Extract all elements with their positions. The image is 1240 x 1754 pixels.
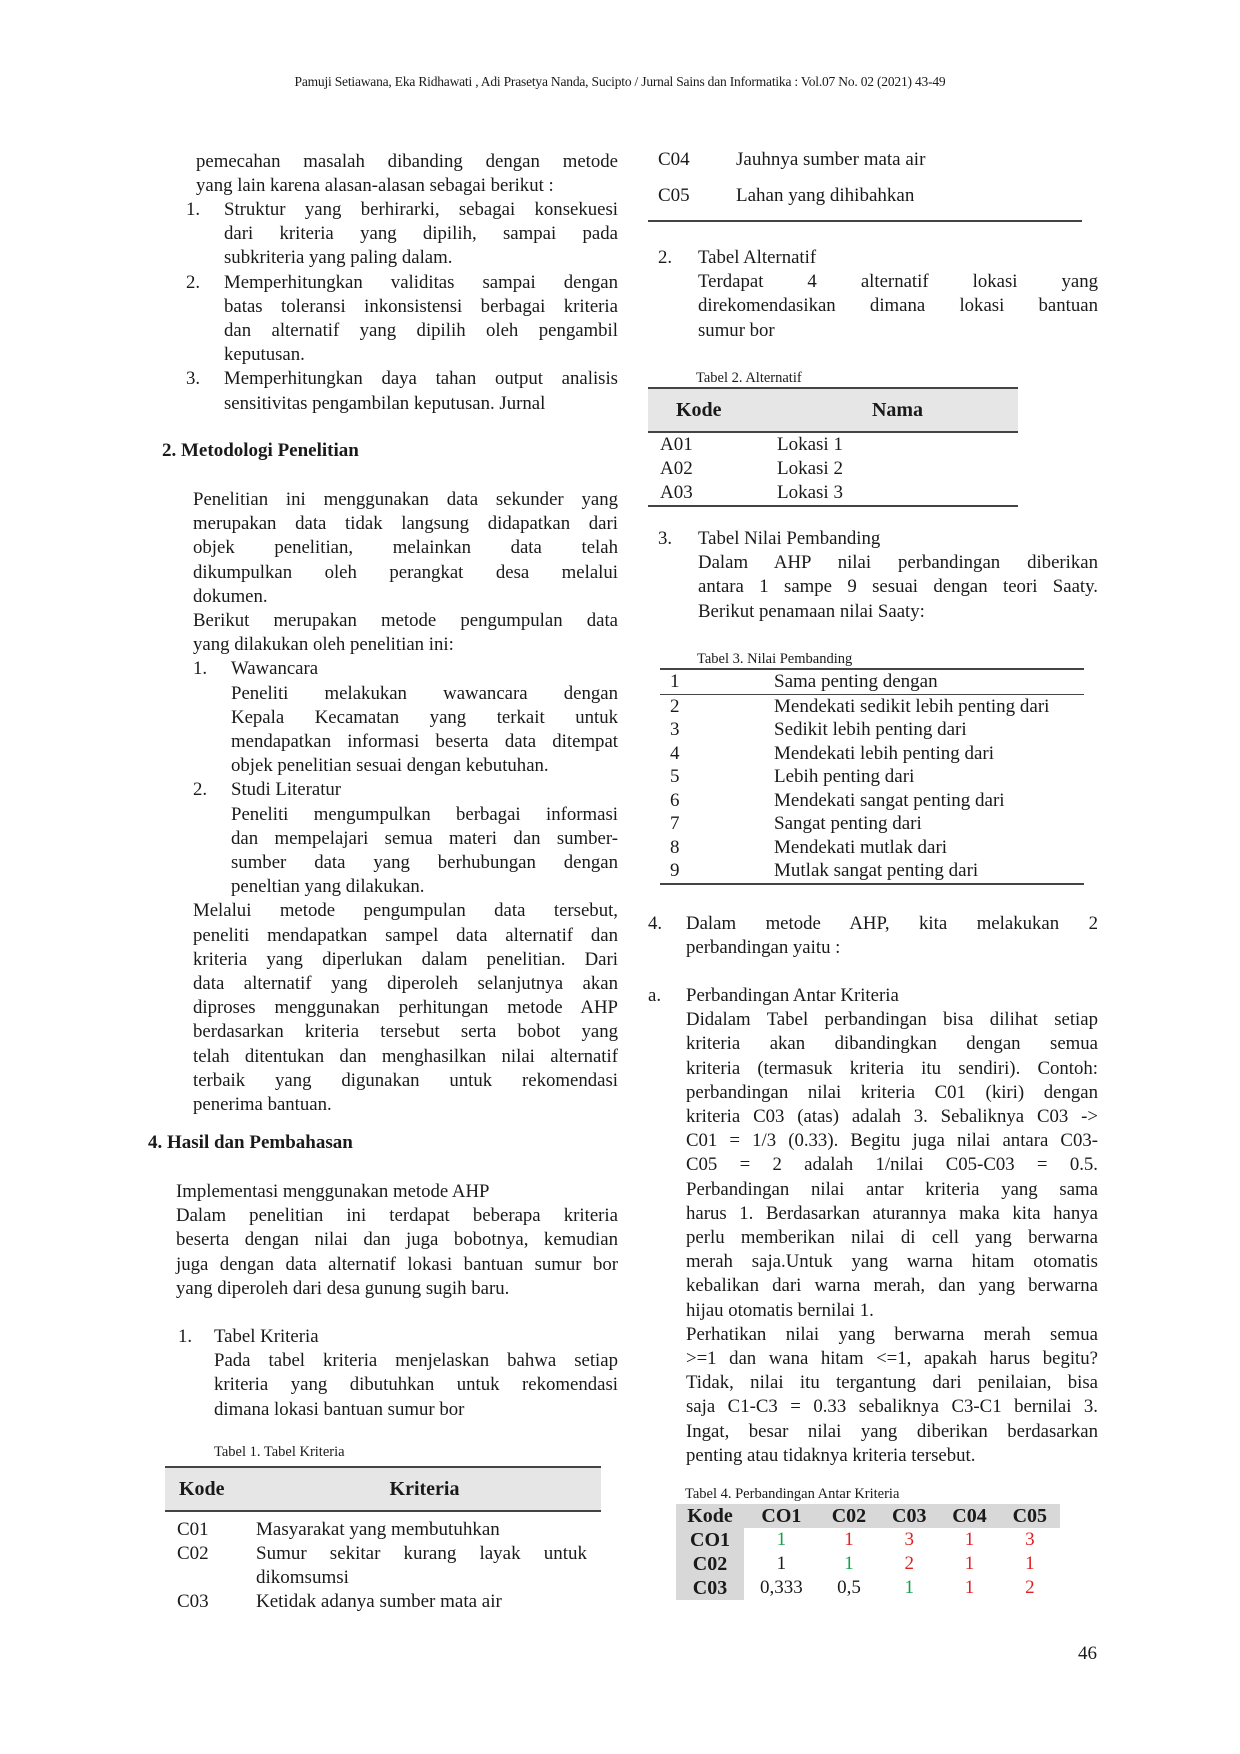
text-line: pemecahan masalah dibanding dengan metode bbox=[196, 151, 618, 172]
text-line: keputusan. bbox=[224, 344, 305, 366]
text-line: C01 = 1/3 (0.33). Begitu juga nilai antara C03- bbox=[686, 1130, 1098, 1152]
text-line: Peneliti melakukan wawancara dengan bbox=[231, 682, 618, 704]
method-item bbox=[193, 778, 618, 899]
table-cell: 1 bbox=[964, 1529, 975, 1550]
table-row bbox=[648, 481, 1018, 506]
table-2-alternatif bbox=[648, 387, 1018, 507]
table-row bbox=[165, 1590, 601, 1614]
table-row bbox=[660, 765, 1084, 789]
cell-keterangan: Sama penting dengan bbox=[774, 671, 938, 692]
text-line: hijau otomatis bernilai 1. bbox=[686, 1299, 874, 1321]
table-1-caption: Tabel 1. Tabel Kriteria bbox=[214, 1444, 345, 1460]
table-4-perbandingan bbox=[676, 1504, 1060, 1600]
text-line: yang dilakukan oleh penelitian ini: bbox=[193, 634, 454, 656]
text-line: objek penelitian, melainkan data telah bbox=[193, 537, 618, 559]
table-cell: 1 bbox=[844, 1553, 854, 1574]
list-number: 2. bbox=[658, 247, 673, 268]
cell-nilai: 8 bbox=[670, 836, 680, 858]
text-line: Sumur sekitar kurang layak untuk bbox=[256, 1543, 587, 1564]
list-item bbox=[186, 271, 618, 368]
text-line: Dalam AHP nilai perbandingan diberikan bbox=[698, 552, 1098, 574]
table-cell: 1 bbox=[964, 1553, 975, 1574]
item-title: Tabel Kriteria bbox=[214, 1326, 319, 1347]
table-3-nilai-pembanding bbox=[660, 668, 1084, 885]
cell-kode: C05 bbox=[658, 185, 690, 206]
list-number: 1. bbox=[178, 1326, 193, 1347]
cell-nilai: 1 bbox=[670, 671, 680, 692]
text-line: kriteria (termasuk kriteria itu sendiri). Contoh: bbox=[686, 1057, 1098, 1079]
text-line: merah saja.Untuk yang warna hitam otomatis bbox=[686, 1251, 1098, 1273]
text-line: perbandingan yaitu : bbox=[686, 937, 841, 959]
text-line: Berikut merupakan metode pengumpulan data bbox=[193, 610, 618, 632]
text-line: dari kriteria yang dipilih, sampai pada bbox=[224, 223, 618, 245]
list-number: 3. bbox=[186, 368, 201, 390]
text-line: Memperhitungkan daya tahan output analisis bbox=[224, 368, 618, 390]
section-2-heading: 2. Metodologi Penelitian bbox=[162, 440, 359, 461]
text-line: kriteria akan dibandingkan dengan semua bbox=[686, 1033, 1098, 1055]
table-row bbox=[660, 789, 1084, 813]
item-2 bbox=[658, 246, 1098, 343]
text-line: data alternatif yang diperoleh selanjutnya akan bbox=[193, 973, 618, 995]
intro-text bbox=[196, 150, 618, 198]
text-line: Melalui metode pengumpulan data tersebut, bbox=[193, 900, 618, 922]
list-item bbox=[186, 198, 618, 271]
text-line: peneliti mendapatkan sampel data alternatif dan bbox=[193, 924, 618, 946]
list-number: 4. bbox=[648, 913, 663, 934]
table-row bbox=[660, 694, 1084, 718]
table-cell: 3 bbox=[904, 1529, 914, 1550]
table-row bbox=[660, 859, 1084, 884]
list-number: 3. bbox=[658, 528, 673, 549]
text-line: Perbandingan nilai antar kriteria yang sama bbox=[686, 1178, 1098, 1200]
list-number: 2. bbox=[193, 779, 208, 801]
table-row bbox=[648, 184, 1082, 221]
cell-keterangan: Mutlak sangat penting dari bbox=[774, 860, 979, 881]
table-row bbox=[165, 1518, 601, 1542]
text-line: antara 1 sampe 9 sesuai dengan teori Saaty. bbox=[698, 576, 1098, 598]
text-line: yang lain karena alasan-alasan sebagai berikut : bbox=[196, 175, 554, 197]
text-line: Implementasi menggunakan metode AHP bbox=[176, 1181, 490, 1202]
text-line: dimana lokasi bantuan sumur bor bbox=[214, 1398, 465, 1420]
table-row bbox=[660, 836, 1084, 860]
text-line: kriteria yang diperlukan dalam penelitian. Dari bbox=[193, 948, 618, 970]
reasons-list bbox=[186, 198, 618, 416]
text-line: C05 = 2 adalah 1/nilai C05-C03 = 0.5. bbox=[686, 1154, 1098, 1176]
table-cell: 3 bbox=[1025, 1529, 1035, 1550]
table-2-caption: Tabel 2. Alternatif bbox=[696, 370, 802, 386]
table-cell: 1 bbox=[844, 1529, 854, 1550]
table-cell: 2 bbox=[904, 1553, 914, 1574]
text-line: direkomendasikan dimana lokasi bantuan bbox=[698, 295, 1098, 317]
text-line: >=1 dan wana hitam <=1, apakah harus begitu? bbox=[686, 1348, 1098, 1370]
table-cell: 1 bbox=[776, 1529, 787, 1550]
table-row bbox=[676, 1552, 1060, 1576]
text-line: Didalam Tabel perbandingan bisa dilihat setiap bbox=[686, 1009, 1098, 1031]
table-cell: 1 bbox=[1025, 1553, 1035, 1574]
table-header-nama: Nama bbox=[777, 388, 1018, 432]
table-row bbox=[648, 432, 1018, 457]
method-title: Studi Literatur bbox=[231, 779, 342, 801]
text-line: yang diperoleh dari desa gunung sugih baru. bbox=[176, 1277, 510, 1299]
table-1-continued bbox=[648, 148, 1082, 222]
text-line: Tidak, nilai itu tergantung dari penilaian, bisa bbox=[686, 1372, 1098, 1394]
text-line: beserta dengan nilai dan juga bobotnya, kemudian bbox=[176, 1229, 618, 1251]
text-line: Peneliti mengumpulkan berbagai informasi bbox=[231, 803, 618, 825]
text-line: penting atau tidaknya kriteria tersebut. bbox=[686, 1444, 976, 1466]
table-cell: 1 bbox=[904, 1577, 914, 1598]
text-line: kebalikan dari warna merah, dan yang berwarna bbox=[686, 1275, 1098, 1297]
text-line: terbaik yang digunakan untuk rekomendasi bbox=[193, 1069, 618, 1091]
text-line: Penelitian ini menggunakan data sekunder yang bbox=[193, 489, 618, 510]
running-header: Pamuji Setiawana, Eka Ridhawati , Adi Prasetya Nanda, Sucipto / Jurnal Sains dan Informatika : Vol.07 No. 02 (2021) 43-49 bbox=[294, 74, 946, 89]
table-cell: 1 bbox=[964, 1577, 975, 1598]
table-cell: 0,333 bbox=[760, 1577, 803, 1598]
text-line: perbandingan nilai kriteria C01 (kiri) dengan bbox=[686, 1081, 1098, 1103]
table-row bbox=[648, 457, 1018, 481]
table-cell: 0,5 bbox=[837, 1577, 861, 1598]
table-row bbox=[660, 742, 1084, 766]
cell-nilai: 9 bbox=[670, 860, 680, 881]
table-header-kode: Kode bbox=[676, 1504, 744, 1528]
cell-keterangan: Mendekati mutlak dari bbox=[774, 836, 948, 858]
text-line: merupakan data tidak langsung didapatkan dari bbox=[193, 513, 618, 535]
cell-kriteria: Jauhnya sumber mata air bbox=[736, 149, 926, 170]
table-header: C02 bbox=[819, 1504, 879, 1528]
cell-kriteria: Lahan yang dihibahkan bbox=[736, 185, 915, 206]
text-line: Dalam penelitian ini terdapat beberapa kriteria bbox=[176, 1205, 618, 1227]
text-line: dokumen. bbox=[193, 585, 268, 607]
text-line: peneltian yang dilakukan. bbox=[231, 876, 425, 898]
item-title: Perbandingan Antar Kriteria bbox=[686, 985, 899, 1006]
item-title: Tabel Alternatif bbox=[698, 247, 817, 268]
cell-nilai: 2 bbox=[670, 695, 680, 717]
text-line: Struktur yang berhirarki, sebagai konsekuesi bbox=[224, 199, 618, 220]
text-line: kriteria C03 (atas) adalah 3. Sebaliknya C03 -> bbox=[686, 1106, 1098, 1128]
list-letter: a. bbox=[648, 985, 662, 1006]
text-line: saja C1-C3 = 0.33 sebaliknya C3-C1 bernilai 3. bbox=[686, 1396, 1098, 1418]
cell-kode: A02 bbox=[660, 458, 693, 479]
cell-kode: A03 bbox=[660, 482, 693, 503]
text-line: objek penelitian sesuai dengan kebutuhan. bbox=[231, 755, 549, 777]
text-line: sumur bor bbox=[698, 319, 775, 341]
text-line: Ingat, besar nilai yang diberikan berdasarkan bbox=[686, 1420, 1098, 1442]
text-line: dan alternatif yang dipilih oleh pengambil bbox=[224, 320, 618, 342]
cell-keterangan: Sedikit lebih penting dari bbox=[774, 719, 967, 740]
cell-nama: Lokasi 1 bbox=[777, 434, 843, 455]
list-number: 1. bbox=[193, 658, 208, 680]
text-line: Berikut penamaan nilai Saaty: bbox=[698, 600, 925, 622]
text-line: kriteria yang dibutuhkan untuk rekomendasi bbox=[214, 1374, 618, 1396]
page-number: 46 bbox=[1078, 1643, 1097, 1664]
cell-kriteria: Masyarakat yang membutuhkan bbox=[256, 1519, 500, 1540]
text-line: telah ditentukan dan menghasilkan nilai alternatif bbox=[193, 1045, 618, 1067]
text-line: Terdapat 4 alternatif lokasi yang bbox=[698, 271, 1098, 293]
table-row bbox=[676, 1528, 1060, 1552]
cell-nilai: 5 bbox=[670, 766, 680, 787]
row-label: C03 bbox=[676, 1576, 744, 1600]
table-header-row bbox=[676, 1504, 1060, 1528]
table-header: CO1 bbox=[744, 1504, 819, 1528]
section-4-body bbox=[176, 1180, 618, 1301]
text-line: subkriteria yang paling dalam. bbox=[224, 247, 453, 269]
cell-kriteria bbox=[248, 1542, 601, 1590]
list-item bbox=[186, 367, 618, 415]
row-label: CO1 bbox=[676, 1528, 744, 1552]
text-line: perlu memberikan nilai di cell yang berwarna bbox=[686, 1227, 1098, 1249]
item-1 bbox=[178, 1325, 618, 1422]
text-line: Pada tabel kriteria menjelaskan bahwa setiap bbox=[214, 1350, 618, 1372]
cell-nilai: 7 bbox=[670, 813, 680, 834]
text-line: dikomsumsi bbox=[256, 1567, 349, 1588]
text-line: mendapatkan informasi beserta data ditempat bbox=[231, 731, 618, 753]
cell-nama: Lokasi 2 bbox=[777, 458, 843, 479]
cell-nilai: 6 bbox=[670, 789, 680, 811]
cell-kode: C04 bbox=[658, 149, 690, 170]
table-header-kode: Kode bbox=[648, 388, 777, 432]
text-line: Memperhitungkan validitas sampai dengan bbox=[224, 271, 618, 293]
cell-keterangan: Mendekati sangat penting dari bbox=[774, 789, 1005, 811]
table-row bbox=[660, 669, 1084, 694]
text-line: harus 1. Berdasarkan aturannya maka kita hanya bbox=[686, 1202, 1098, 1224]
table-row bbox=[660, 812, 1084, 836]
cell-nilai: 3 bbox=[670, 719, 680, 740]
cell-kode: A01 bbox=[660, 434, 693, 455]
table-header-kode: Kode bbox=[165, 1467, 248, 1511]
cell-kode: C02 bbox=[177, 1543, 209, 1564]
item-a bbox=[648, 984, 1098, 1468]
text-line: penerima bantuan. bbox=[193, 1094, 332, 1116]
row-label: C02 bbox=[676, 1552, 744, 1576]
item-4 bbox=[648, 912, 1098, 960]
table-row bbox=[660, 718, 1084, 742]
text-line: Dalam metode AHP, kita melakukan 2 bbox=[686, 913, 1098, 934]
cell-kode: C03 bbox=[177, 1591, 209, 1612]
text-line: juga dengan data alternatif lokasi bantuan sumur bor bbox=[176, 1253, 618, 1275]
item-title: Tabel Nilai Pembanding bbox=[698, 528, 881, 549]
list-number: 1. bbox=[186, 199, 201, 220]
cell-nilai: 4 bbox=[670, 742, 680, 764]
cell-kode: C01 bbox=[177, 1519, 209, 1540]
cell-keterangan: Mendekati sedikit lebih penting dari bbox=[774, 695, 1050, 717]
cell-keterangan: Mendekati lebih penting dari bbox=[774, 742, 995, 764]
table-header: C03 bbox=[879, 1504, 939, 1528]
text-line: sensitivitas pengambilan keputusan. Jurnal bbox=[224, 392, 546, 414]
cell-keterangan: Lebih penting dari bbox=[774, 766, 915, 787]
text-line: Kepala Kecamatan yang terkait untuk bbox=[231, 706, 618, 728]
method-title: Wawancara bbox=[231, 658, 319, 680]
item-3 bbox=[658, 527, 1098, 624]
table-header-kriteria: Kriteria bbox=[248, 1467, 601, 1511]
text-line: diproses menggunakan perhitungan metode AHP bbox=[193, 997, 618, 1019]
method-item bbox=[193, 657, 618, 778]
table-header: C04 bbox=[939, 1504, 999, 1528]
table-header: C05 bbox=[1000, 1504, 1060, 1528]
table-row bbox=[648, 148, 1082, 184]
table-3-caption: Tabel 3. Nilai Pembanding bbox=[697, 651, 853, 667]
text-line: sumber data yang berhubungan dengan bbox=[231, 852, 618, 874]
cell-keterangan: Sangat penting dari bbox=[774, 813, 922, 834]
table-1-kriteria bbox=[165, 1466, 601, 1614]
table-4-caption: Tabel 4. Perbandingan Antar Kriteria bbox=[685, 1486, 900, 1502]
text-line: dan mempelajari semua materi dan sumber- bbox=[231, 827, 618, 849]
list-number: 2. bbox=[186, 271, 201, 293]
section-2-body bbox=[193, 488, 618, 1117]
cell-nama: Lokasi 3 bbox=[777, 482, 843, 503]
text-line: dikumpulkan oleh perangkat desa melalui bbox=[193, 561, 618, 583]
text-line: Perhatikan nilai yang berwarna merah semua bbox=[686, 1323, 1098, 1345]
table-row bbox=[676, 1576, 1060, 1600]
table-row bbox=[165, 1542, 601, 1590]
table-cell: 2 bbox=[1025, 1577, 1035, 1598]
text-line: batas toleransi inkonsistensi berbagai kriteria bbox=[224, 295, 618, 317]
section-4-heading: 4. Hasil dan Pembahasan bbox=[148, 1132, 353, 1153]
text-line: berdasarkan kriteria tersebut serta bobot yang bbox=[193, 1021, 618, 1043]
cell-kriteria: Ketidak adanya sumber mata air bbox=[256, 1591, 502, 1612]
table-cell: 1 bbox=[776, 1553, 787, 1574]
